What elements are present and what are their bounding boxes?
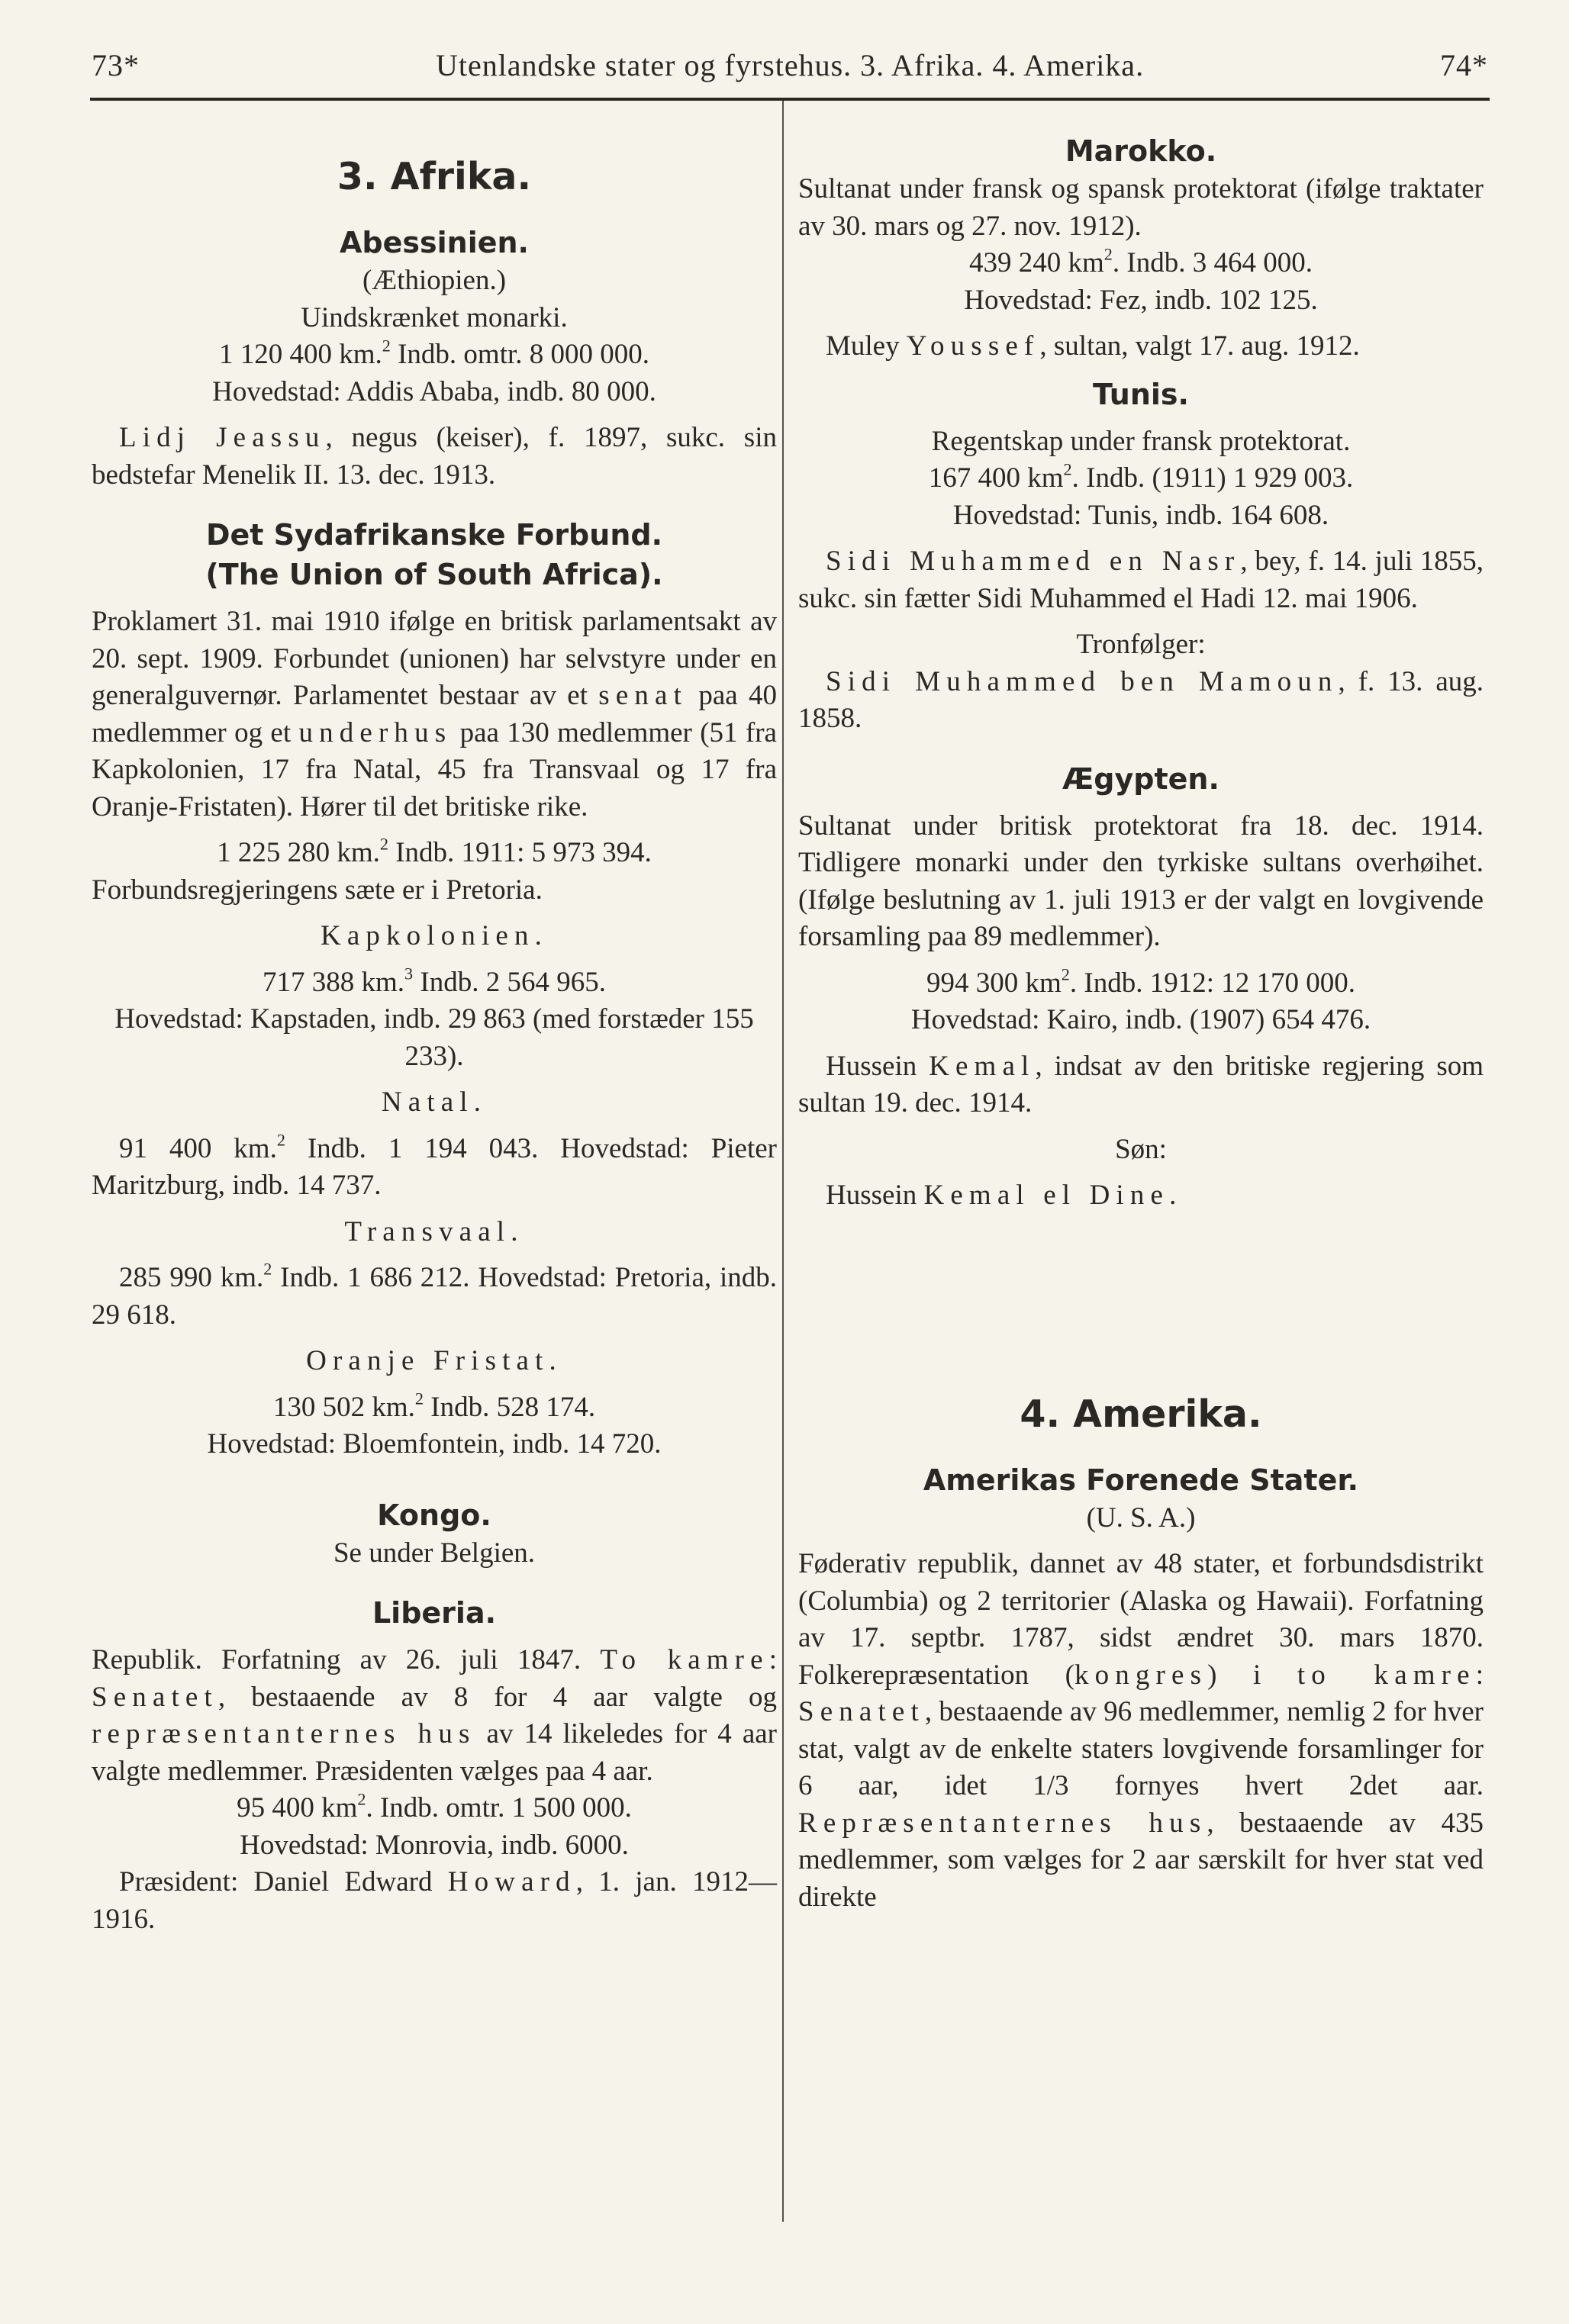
area: 1 225 280 km.$^2$ Indb. 1911: 5 973 394.: [217, 834, 652, 868]
area: 994 300 $km^2$. Indb. 1912: 12 170 000.: [926, 964, 1355, 999]
marokko-text: Sultanat under fransk og spansk protektorat (ifølge traktater av 30. mars og 27. nov. 1912).: [798, 173, 1484, 242]
heading-usa: Amerikas Forenede Stater.: [923, 1463, 1359, 1497]
area: 91 400 km.$^2$ Indb. 1 194 043. Hovedstad: Pieter Maritzburg, indb. 14 737.: [92, 1129, 777, 1201]
running-title: Utenlandske stater og fyrstehus. 3. Afrika. 4. Amerika.: [435, 48, 1145, 82]
area: 167 400 $km^2$. Indb. (1911) 1 929 003.: [928, 459, 1354, 494]
usa-abbr: (U. S. A.): [1086, 1502, 1196, 1534]
area: 95 400 $km^2$. Indb. omtr. 1 500 000.: [237, 1789, 632, 1823]
capital: Hovedstad: Bloemfontein, indb. 14 720.: [207, 1428, 662, 1460]
capital: Hovedstad: Fez, indb. 102 125.: [964, 284, 1318, 316]
sydafrika-text: Proklamert 31. mai 1910 ifølge en britisk parlamentsakt av 20. sept. 1909. Forbundet (unionen) har selvstyre under en generalguvernør. Parlamentet bestaar av et senat paa 40 medlemmer og et underhus paa 130 medlemmer (51 fra Kapkolonien, 17 fra Natal, 45 fra Transvaal og 17 fra Oranje-Fristaten). Hører til det britiske rike.: [92, 606, 777, 822]
capital: Hovedstad: Kairo, indb. (1907) 654 476.: [910, 1004, 1371, 1035]
aegypten-text: Sultanat under britisk protektorat fra 18. dec. 1914. Tidligere monarki under den tyrkiske sultans overhøihet. (Ifølge beslutning av 1. juli 1913 er der valgt en lovgivende forsamling paa 89 medlemmer).: [798, 810, 1484, 952]
left-column: [92, 131, 777, 1938]
capital: Hovedstad: Kapstaden, indb. 29 863 (med forstæder 155 233).: [114, 1003, 754, 1072]
ruler: Sidi Muhammed en Nasr, bey, f. 14. juli 1855, sukc. sin fætter Sidi Muhammed el Hadi 12. mai 1906.: [798, 546, 1484, 614]
section-title-afrika: 3. Afrika.: [337, 155, 532, 198]
liberia-text: Republik. Forfatning av 26. juli 1847. To kamre: Senatet, bestaaende av 8 for 4 aar valgte og repræsentanternes hus av 14 likeledes for 4 aar valgte medlemmer. Præsidenten vælges paa 4 aar.: [92, 1644, 777, 1787]
heading-kapkolonien: Kapkolonien.: [320, 920, 549, 951]
heading-marokko: Marokko.: [1065, 134, 1217, 168]
header-rule: [90, 98, 1490, 101]
seat: Forbundsregjeringens sæte er i Pretoria.: [92, 874, 543, 906]
heading-transvaal: Transvaal.: [344, 1215, 524, 1247]
section-title-amerika: 4. Amerika.: [1020, 1392, 1262, 1436]
page-number-left: 73*: [92, 48, 140, 82]
president: Præsident: Daniel Edward Howard, 1. jan. 1912—1916.: [92, 1866, 777, 1935]
capital: Hovedstad: Tunis, indb. 164 608.: [952, 499, 1329, 531]
successor-label: Tronfølger:: [1076, 629, 1206, 660]
area: 1 120 400 km.$^2$ Indb. omtr. 8 000 000.: [218, 336, 650, 370]
kongo-text: Se under Belgien.: [333, 1537, 536, 1569]
heading-sydafrika: Det Sydafrikanske Forbund.: [205, 518, 663, 552]
right-column: [798, 131, 1484, 1916]
area: 439 240 $km^2$. Indb. 3 464 000.: [969, 244, 1313, 278]
column-divider: [782, 101, 784, 2222]
ruler: Hussein Kemal, indsat av den britiske regjering som sultan 19. dec. 1914.: [798, 1050, 1484, 1119]
heading-tunis: Tunis.: [1093, 377, 1189, 411]
heading-oranje: Oranje Fristat.: [306, 1345, 562, 1376]
area: 717 388 km.$^3$ Indb. 2 564 965.: [263, 963, 606, 998]
heading-kongo: Kongo.: [377, 1498, 491, 1532]
area: 285 990 km.$^2$ Indb. 1 686 212. Hovedstad: Pretoria, indb. 29 618.: [92, 1259, 778, 1331]
government: Uindskrænket monarki.: [301, 301, 568, 333]
capital: Hovedstad: Addis Ababa, indb. 80 000.: [212, 375, 656, 407]
page-header: [92, 40, 1488, 93]
heading-liberia: Liberia.: [372, 1596, 497, 1630]
heading-aegypten: Ægypten.: [1062, 761, 1219, 796]
capital: Hovedstad: Monrovia, indb. 6000.: [240, 1829, 629, 1861]
son: Hussein Kemal el Dine.: [826, 1180, 1177, 1211]
heading-abessinien: Abessinien.: [340, 226, 529, 259]
alt-name: (Æthiopien.): [362, 265, 507, 296]
successor: Sidi Muhammed ben Mamoun, f. 13. aug. 1858.: [798, 665, 1484, 734]
tunis-text: Regentskap under fransk protektorat.: [931, 425, 1351, 457]
heading-sydafrika-en: (The Union of South Africa).: [205, 558, 663, 591]
page-number-right: 74*: [1440, 48, 1488, 82]
son-label: Søn:: [1115, 1133, 1167, 1165]
area: 130 502 km.$^2$ Indb. 528 174.: [272, 1388, 596, 1423]
heading-natal: Natal.: [381, 1086, 488, 1118]
ruler: Muley Youssef, sultan, valgt 17. aug. 1912.: [826, 330, 1360, 362]
ruler: Lidj Jeassu, negus (keiser), f. 1897, sukc. sin bedstefar Menelik II. 13. dec. 1913.: [92, 422, 777, 491]
usa-text: Føderativ republik, dannet av 48 stater, et forbundsdistrikt (Columbia) og 2 territorier (Alaska og Hawaii). Forfatning av 17. septbr. 1787, sidst ændret 30. mars 1870. Folkerepræsentation (kongres) i to kamre: Senatet, bestaaende av 96 medlemmer, nemlig 2 for hver stat, valgt av de enkelte staters lovgivende forsamlinger for 6 aar, idet 1/3 fornyes hvert 2det aar. Repræsentanternes hus, bestaaende av 435 medlemmer, som vælges for 2 aar særskilt for hver stat ved direkte: [798, 1548, 1484, 1913]
